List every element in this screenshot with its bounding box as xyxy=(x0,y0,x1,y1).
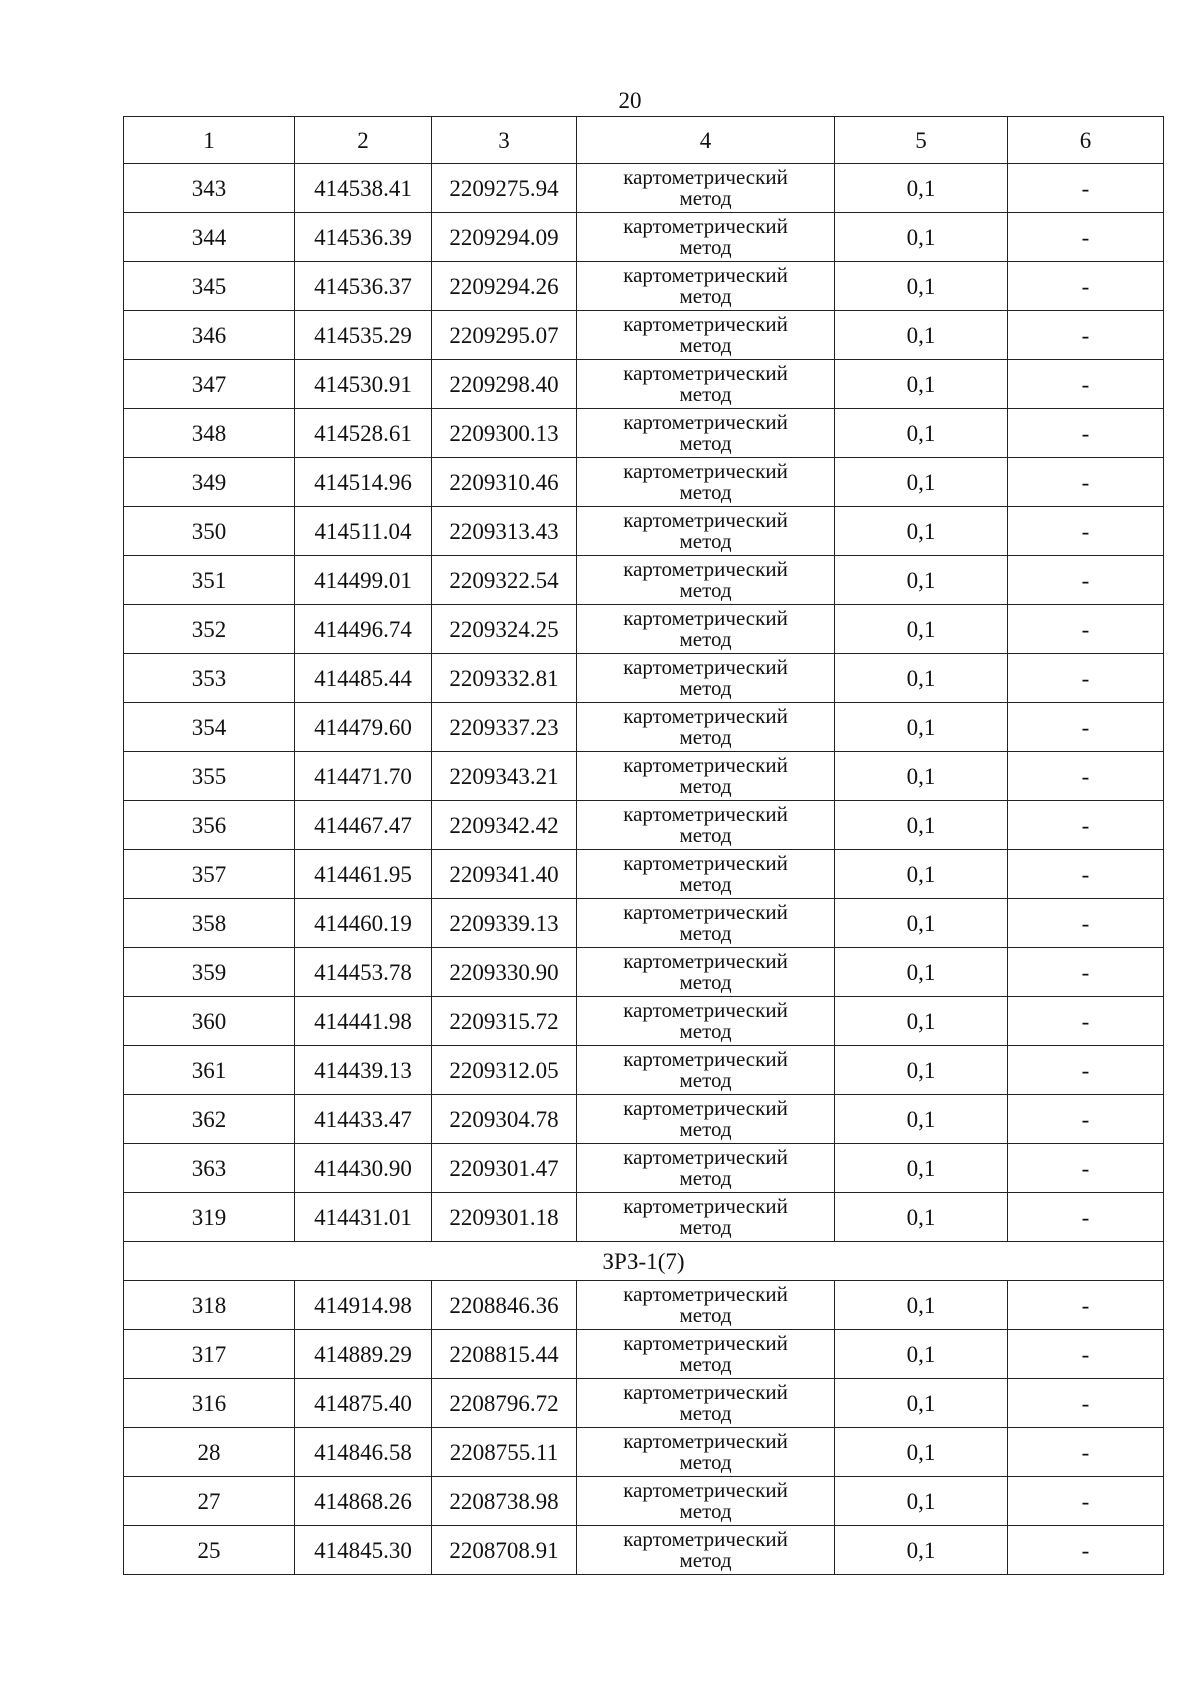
y-coordinate-cell: 2208738.98 xyxy=(432,1477,577,1526)
table-row xyxy=(124,801,1164,850)
y-coordinate-cell: 2209294.09 xyxy=(432,213,577,262)
method-line-2: метод xyxy=(679,970,732,994)
method-line-1: картометрический xyxy=(623,900,788,924)
point-number-cell: 357 xyxy=(124,850,295,899)
y-coordinate-cell: 2209332.81 xyxy=(432,654,577,703)
note-cell: - xyxy=(1008,948,1164,997)
y-coordinate-cell: 2209337.23 xyxy=(432,703,577,752)
method-cell xyxy=(577,1330,835,1379)
method-line-2: метод xyxy=(679,1401,732,1425)
x-coordinate-cell: 414496.74 xyxy=(295,605,432,654)
note-cell: - xyxy=(1008,997,1164,1046)
method-cell xyxy=(577,1477,835,1526)
y-coordinate-cell: 2208796.72 xyxy=(432,1379,577,1428)
method-line-1: картометрический xyxy=(623,508,788,532)
y-coordinate-cell: 2208846.36 xyxy=(432,1281,577,1330)
note-cell: - xyxy=(1008,1144,1164,1193)
method-cell xyxy=(577,1428,835,1477)
note-cell: - xyxy=(1008,605,1164,654)
method-line-1: картометрический xyxy=(623,1145,788,1169)
method-cell xyxy=(577,556,835,605)
point-number-cell: 346 xyxy=(124,311,295,360)
note-cell: - xyxy=(1008,752,1164,801)
y-coordinate-cell: 2209341.40 xyxy=(432,850,577,899)
point-number-cell: 344 xyxy=(124,213,295,262)
table-row xyxy=(124,1144,1164,1193)
accuracy-cell: 0,1 xyxy=(835,1046,1008,1095)
accuracy-cell: 0,1 xyxy=(835,507,1008,556)
method-line-2: метод xyxy=(679,1215,732,1239)
accuracy-cell: 0,1 xyxy=(835,213,1008,262)
x-coordinate-cell: 414499.01 xyxy=(295,556,432,605)
y-coordinate-cell: 2208815.44 xyxy=(432,1330,577,1379)
x-coordinate-cell: 414535.29 xyxy=(295,311,432,360)
accuracy-cell: 0,1 xyxy=(835,458,1008,507)
x-coordinate-cell: 414846.58 xyxy=(295,1428,432,1477)
method-line-1: картометрический xyxy=(623,1380,788,1404)
y-coordinate-cell: 2209322.54 xyxy=(432,556,577,605)
note-cell: - xyxy=(1008,850,1164,899)
accuracy-cell: 0,1 xyxy=(835,899,1008,948)
method-cell xyxy=(577,1526,835,1575)
accuracy-cell: 0,1 xyxy=(835,1477,1008,1526)
note-cell: - xyxy=(1008,703,1164,752)
point-number-cell: 354 xyxy=(124,703,295,752)
table-row xyxy=(124,1428,1164,1477)
method-line-1: картометрический xyxy=(623,263,788,287)
accuracy-cell: 0,1 xyxy=(835,262,1008,311)
y-coordinate-cell: 2209304.78 xyxy=(432,1095,577,1144)
point-number-cell: 363 xyxy=(124,1144,295,1193)
method-cell xyxy=(577,1046,835,1095)
method-line-1: картометрический xyxy=(623,459,788,483)
note-cell: - xyxy=(1008,1379,1164,1428)
method-line-2: метод xyxy=(679,725,732,749)
accuracy-cell: 0,1 xyxy=(835,1330,1008,1379)
point-number-cell: 27 xyxy=(124,1477,295,1526)
point-number-cell: 348 xyxy=(124,409,295,458)
method-line-1: картометрический xyxy=(623,557,788,581)
note-cell: - xyxy=(1008,1095,1164,1144)
method-line-2: метод xyxy=(679,284,732,308)
method-line-1: картометрический xyxy=(623,606,788,630)
table-row xyxy=(124,899,1164,948)
note-cell: - xyxy=(1008,262,1164,311)
point-number-cell: 353 xyxy=(124,654,295,703)
method-cell xyxy=(577,1095,835,1144)
method-line-1: картометрический xyxy=(623,1194,788,1218)
accuracy-cell: 0,1 xyxy=(835,1095,1008,1144)
note-cell: - xyxy=(1008,1428,1164,1477)
point-number-cell: 359 xyxy=(124,948,295,997)
table-row xyxy=(124,1193,1164,1242)
method-cell xyxy=(577,1379,835,1428)
method-line-2: метод xyxy=(679,333,732,357)
point-number-cell: 345 xyxy=(124,262,295,311)
note-cell: - xyxy=(1008,311,1164,360)
x-coordinate-cell: 414511.04 xyxy=(295,507,432,556)
method-line-1: картометрический xyxy=(623,165,788,189)
x-coordinate-cell: 414433.47 xyxy=(295,1095,432,1144)
x-coordinate-cell: 414479.60 xyxy=(295,703,432,752)
y-coordinate-cell: 2209313.43 xyxy=(432,507,577,556)
accuracy-cell: 0,1 xyxy=(835,1428,1008,1477)
table-row xyxy=(124,1046,1164,1095)
table-row xyxy=(124,654,1164,703)
note-cell: - xyxy=(1008,1330,1164,1379)
point-number-cell: 316 xyxy=(124,1379,295,1428)
header-cell-6: 6 xyxy=(1008,117,1164,164)
method-cell xyxy=(577,409,835,458)
table-row xyxy=(124,213,1164,262)
x-coordinate-cell: 414914.98 xyxy=(295,1281,432,1330)
method-line-2: метод xyxy=(679,1166,732,1190)
table-row xyxy=(124,703,1164,752)
table-row xyxy=(124,311,1164,360)
method-line-1: картометрический xyxy=(623,1429,788,1453)
x-coordinate-cell: 414460.19 xyxy=(295,899,432,948)
y-coordinate-cell: 2209342.42 xyxy=(432,801,577,850)
note-cell: - xyxy=(1008,164,1164,213)
x-coordinate-cell: 414431.01 xyxy=(295,1193,432,1242)
note-cell: - xyxy=(1008,1281,1164,1330)
method-line-1: картометрический xyxy=(623,753,788,777)
accuracy-cell: 0,1 xyxy=(835,409,1008,458)
method-cell xyxy=(577,948,835,997)
x-coordinate-cell: 414889.29 xyxy=(295,1330,432,1379)
y-coordinate-cell: 2209275.94 xyxy=(432,164,577,213)
method-cell xyxy=(577,752,835,801)
accuracy-cell: 0,1 xyxy=(835,948,1008,997)
method-cell xyxy=(577,850,835,899)
note-cell: - xyxy=(1008,801,1164,850)
point-number-cell: 350 xyxy=(124,507,295,556)
accuracy-cell: 0,1 xyxy=(835,164,1008,213)
method-cell xyxy=(577,997,835,1046)
method-line-2: метод xyxy=(679,431,732,455)
y-coordinate-cell: 2209294.26 xyxy=(432,262,577,311)
accuracy-cell: 0,1 xyxy=(835,1379,1008,1428)
method-cell xyxy=(577,507,835,556)
method-cell xyxy=(577,899,835,948)
x-coordinate-cell: 414845.30 xyxy=(295,1526,432,1575)
method-line-1: картометрический xyxy=(623,1096,788,1120)
accuracy-cell: 0,1 xyxy=(835,556,1008,605)
table-row xyxy=(124,752,1164,801)
y-coordinate-cell: 2209324.25 xyxy=(432,605,577,654)
method-line-1: картометрический xyxy=(623,802,788,826)
accuracy-cell: 0,1 xyxy=(835,311,1008,360)
table-header-row xyxy=(124,117,1164,164)
note-cell: - xyxy=(1008,360,1164,409)
header-cell-1: 1 xyxy=(124,117,295,164)
note-cell: - xyxy=(1008,458,1164,507)
method-line-2: метод xyxy=(679,1117,732,1141)
note-cell: - xyxy=(1008,1046,1164,1095)
y-coordinate-cell: 2209301.18 xyxy=(432,1193,577,1242)
table-row xyxy=(124,409,1164,458)
accuracy-cell: 0,1 xyxy=(835,360,1008,409)
table-row xyxy=(124,948,1164,997)
table-body xyxy=(124,117,1164,1575)
table-row xyxy=(124,458,1164,507)
x-coordinate-cell: 414471.70 xyxy=(295,752,432,801)
x-coordinate-cell: 414453.78 xyxy=(295,948,432,997)
y-coordinate-cell: 2209315.72 xyxy=(432,997,577,1046)
point-number-cell: 343 xyxy=(124,164,295,213)
accuracy-cell: 0,1 xyxy=(835,752,1008,801)
note-cell: - xyxy=(1008,507,1164,556)
accuracy-cell: 0,1 xyxy=(835,654,1008,703)
accuracy-cell: 0,1 xyxy=(835,997,1008,1046)
y-coordinate-cell: 2209330.90 xyxy=(432,948,577,997)
accuracy-cell: 0,1 xyxy=(835,1193,1008,1242)
method-cell xyxy=(577,1144,835,1193)
method-line-2: метод xyxy=(679,1303,732,1327)
note-cell: - xyxy=(1008,409,1164,458)
method-line-2: метод xyxy=(679,382,732,406)
header-cell-2: 2 xyxy=(295,117,432,164)
coordinates-table xyxy=(123,116,1164,1575)
table-row xyxy=(124,1095,1164,1144)
table-row xyxy=(124,850,1164,899)
note-cell: - xyxy=(1008,1193,1164,1242)
method-cell xyxy=(577,654,835,703)
method-cell xyxy=(577,801,835,850)
x-coordinate-cell: 414514.96 xyxy=(295,458,432,507)
method-cell xyxy=(577,262,835,311)
table-row xyxy=(124,360,1164,409)
x-coordinate-cell: 414461.95 xyxy=(295,850,432,899)
table-row xyxy=(124,1379,1164,1428)
method-line-2: метод xyxy=(679,774,732,798)
method-line-1: картометрический xyxy=(623,1282,788,1306)
point-number-cell: 317 xyxy=(124,1330,295,1379)
point-number-cell: 349 xyxy=(124,458,295,507)
y-coordinate-cell: 2209301.47 xyxy=(432,1144,577,1193)
method-line-2: метод xyxy=(679,1019,732,1043)
note-cell: - xyxy=(1008,1526,1164,1575)
section-title: ЗРЗ-1(7) xyxy=(124,1242,1164,1281)
method-line-2: метод xyxy=(679,1548,732,1572)
y-coordinate-cell: 2208708.91 xyxy=(432,1526,577,1575)
note-cell: - xyxy=(1008,213,1164,262)
point-number-cell: 355 xyxy=(124,752,295,801)
x-coordinate-cell: 414467.47 xyxy=(295,801,432,850)
accuracy-cell: 0,1 xyxy=(835,703,1008,752)
section-title-row xyxy=(124,1242,1164,1281)
method-line-2: метод xyxy=(679,872,732,896)
table-row xyxy=(124,1477,1164,1526)
table-row xyxy=(124,1281,1164,1330)
point-number-cell: 25 xyxy=(124,1526,295,1575)
method-line-1: картометрический xyxy=(623,1527,788,1551)
point-number-cell: 28 xyxy=(124,1428,295,1477)
table-row xyxy=(124,262,1164,311)
y-coordinate-cell: 2208755.11 xyxy=(432,1428,577,1477)
method-line-1: картометрический xyxy=(623,361,788,385)
y-coordinate-cell: 2209310.46 xyxy=(432,458,577,507)
method-line-2: метод xyxy=(679,186,732,210)
point-number-cell: 358 xyxy=(124,899,295,948)
note-cell: - xyxy=(1008,654,1164,703)
x-coordinate-cell: 414528.61 xyxy=(295,409,432,458)
y-coordinate-cell: 2209343.21 xyxy=(432,752,577,801)
table-row xyxy=(124,605,1164,654)
method-line-1: картометрический xyxy=(623,1331,788,1355)
method-line-1: картометрический xyxy=(623,312,788,336)
method-line-2: метод xyxy=(679,235,732,259)
method-line-2: метод xyxy=(679,1068,732,1092)
accuracy-cell: 0,1 xyxy=(835,801,1008,850)
header-cell-4: 4 xyxy=(577,117,835,164)
y-coordinate-cell: 2209298.40 xyxy=(432,360,577,409)
table-row xyxy=(124,164,1164,213)
point-number-cell: 319 xyxy=(124,1193,295,1242)
method-line-1: картометрический xyxy=(623,1047,788,1071)
accuracy-cell: 0,1 xyxy=(835,1526,1008,1575)
method-line-2: метод xyxy=(679,578,732,602)
x-coordinate-cell: 414430.90 xyxy=(295,1144,432,1193)
page-number: 20 xyxy=(618,88,642,113)
point-number-cell: 352 xyxy=(124,605,295,654)
method-cell xyxy=(577,164,835,213)
x-coordinate-cell: 414868.26 xyxy=(295,1477,432,1526)
note-cell: - xyxy=(1008,899,1164,948)
method-cell xyxy=(577,360,835,409)
table-row xyxy=(124,1330,1164,1379)
x-coordinate-cell: 414439.13 xyxy=(295,1046,432,1095)
method-line-2: метод xyxy=(679,1450,732,1474)
note-cell: - xyxy=(1008,556,1164,605)
x-coordinate-cell: 414536.39 xyxy=(295,213,432,262)
method-line-1: картометрический xyxy=(623,1478,788,1502)
point-number-cell: 362 xyxy=(124,1095,295,1144)
method-line-1: картометрический xyxy=(623,998,788,1022)
x-coordinate-cell: 414441.98 xyxy=(295,997,432,1046)
method-cell xyxy=(577,605,835,654)
x-coordinate-cell: 414530.91 xyxy=(295,360,432,409)
method-line-2: метод xyxy=(679,823,732,847)
point-number-cell: 318 xyxy=(124,1281,295,1330)
point-number-cell: 356 xyxy=(124,801,295,850)
table-row xyxy=(124,556,1164,605)
table-row xyxy=(124,997,1164,1046)
method-line-2: метод xyxy=(679,529,732,553)
x-coordinate-cell: 414485.44 xyxy=(295,654,432,703)
y-coordinate-cell: 2209312.05 xyxy=(432,1046,577,1095)
method-cell xyxy=(577,458,835,507)
table-row xyxy=(124,507,1164,556)
method-cell xyxy=(577,1281,835,1330)
method-line-2: метод xyxy=(679,676,732,700)
accuracy-cell: 0,1 xyxy=(835,850,1008,899)
method-line-1: картометрический xyxy=(623,949,788,973)
accuracy-cell: 0,1 xyxy=(835,1281,1008,1330)
method-line-2: метод xyxy=(679,1352,732,1376)
method-cell xyxy=(577,703,835,752)
point-number-cell: 360 xyxy=(124,997,295,1046)
header-cell-5: 5 xyxy=(835,117,1008,164)
method-line-1: картометрический xyxy=(623,214,788,238)
accuracy-cell: 0,1 xyxy=(835,605,1008,654)
method-line-2: метод xyxy=(679,1499,732,1523)
method-line-2: метод xyxy=(679,921,732,945)
accuracy-cell: 0,1 xyxy=(835,1144,1008,1193)
note-cell: - xyxy=(1008,1477,1164,1526)
method-line-2: метод xyxy=(679,627,732,651)
y-coordinate-cell: 2209295.07 xyxy=(432,311,577,360)
x-coordinate-cell: 414875.40 xyxy=(295,1379,432,1428)
x-coordinate-cell: 414538.41 xyxy=(295,164,432,213)
y-coordinate-cell: 2209339.13 xyxy=(432,899,577,948)
table-row xyxy=(124,1526,1164,1575)
x-coordinate-cell: 414536.37 xyxy=(295,262,432,311)
method-cell xyxy=(577,213,835,262)
method-line-1: картометрический xyxy=(623,410,788,434)
point-number-cell: 361 xyxy=(124,1046,295,1095)
point-number-cell: 351 xyxy=(124,556,295,605)
header-cell-3: 3 xyxy=(432,117,577,164)
point-number-cell: 347 xyxy=(124,360,295,409)
method-cell xyxy=(577,1193,835,1242)
y-coordinate-cell: 2209300.13 xyxy=(432,409,577,458)
method-cell xyxy=(577,311,835,360)
method-line-1: картометрический xyxy=(623,851,788,875)
method-line-1: картометрический xyxy=(623,655,788,679)
method-line-1: картометрический xyxy=(623,704,788,728)
method-line-2: метод xyxy=(679,480,732,504)
